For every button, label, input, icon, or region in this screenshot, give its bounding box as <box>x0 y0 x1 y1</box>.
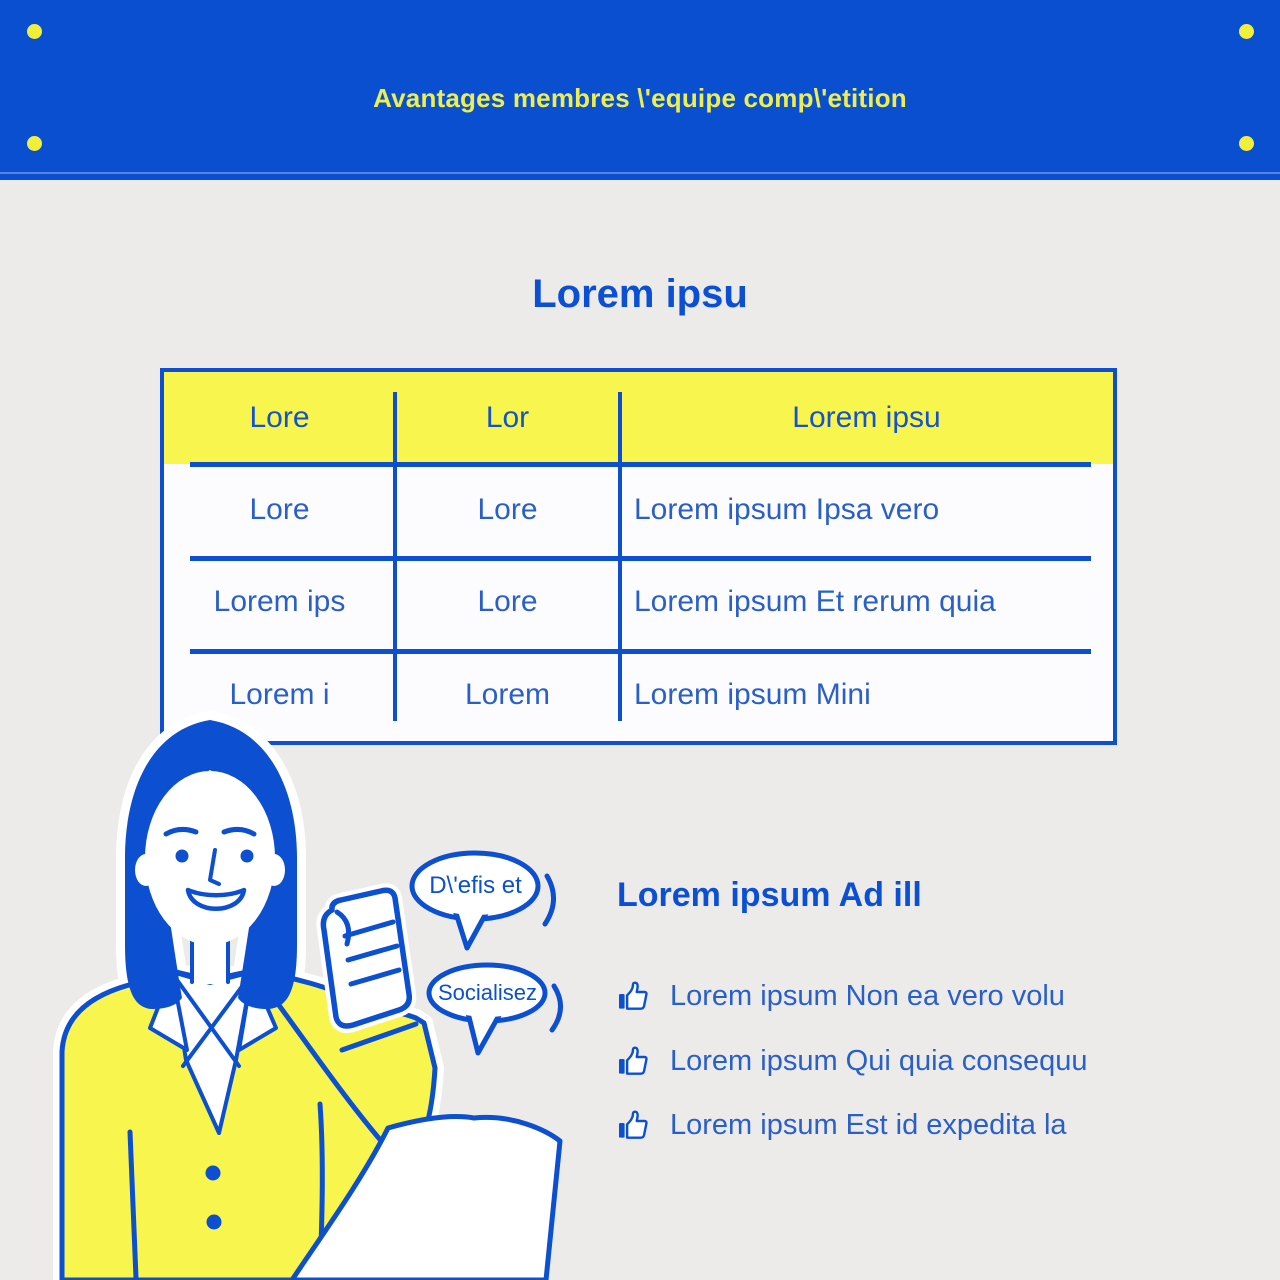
benefit-text: Lorem ipsum Qui quia consequu <box>670 1044 1088 1077</box>
table-row-divider <box>190 462 1091 467</box>
header-banner <box>0 0 1280 180</box>
table-cell: Lorem ipsum Ipsa vero <box>634 493 940 527</box>
speech-bubble-socialisez <box>420 958 590 1070</box>
table-cell: Lorem <box>464 677 551 711</box>
table-cell: Lore <box>477 585 538 619</box>
jacket-button <box>207 1215 222 1230</box>
jacket-button <box>206 1166 221 1181</box>
table-cell: Lorem i <box>229 677 330 711</box>
speech-bubble-defis <box>405 848 575 963</box>
thumbs-up-icon <box>617 980 649 1012</box>
table-header-cell: Lor <box>485 401 530 434</box>
eye-left <box>176 850 189 863</box>
accent-stroke <box>552 986 561 1030</box>
eye-right <box>241 850 254 863</box>
speech-bubble-shape <box>420 958 590 1070</box>
accent-stroke <box>545 876 554 924</box>
thumbs-up-icon <box>617 1045 649 1077</box>
speech-bubble-text: D\'efis et <box>429 872 522 899</box>
benefit-item <box>617 976 1065 1016</box>
thumbs-up-icon <box>617 1109 649 1141</box>
table-row-divider <box>190 649 1091 654</box>
table-cell: Lorem ipsum Et rerum quia <box>634 585 996 619</box>
benefit-item <box>617 1041 1088 1081</box>
page-title: Lorem ipsu <box>532 272 748 316</box>
table-header-cell: Lore <box>249 401 310 434</box>
raised-fist <box>323 890 409 1026</box>
ear-right <box>263 854 285 886</box>
benefit-item <box>617 1105 1067 1145</box>
table-cell: Lore <box>249 493 310 527</box>
table-cell: Lore <box>477 493 538 527</box>
speech-bubble-text: Socialisez <box>437 980 538 1005</box>
benefits-table <box>160 368 1117 745</box>
table-header-cell: Lorem ipsu <box>792 401 941 434</box>
table-row-divider <box>190 556 1091 561</box>
benefit-text: Lorem ipsum Est id expedita la <box>670 1108 1067 1141</box>
speech-bubble-shape <box>405 848 575 963</box>
banner-divider <box>0 172 1280 174</box>
table-column-divider <box>393 392 397 721</box>
banner-title: Avantages membres \'equipe comp\'etition <box>373 82 907 113</box>
benefits-title: Lorem ipsum Ad ill <box>617 876 922 914</box>
table-cell: Lorem ips <box>213 585 346 619</box>
benefit-text: Lorem ipsum Non ea vero volu <box>670 979 1065 1012</box>
ear-left <box>135 854 157 886</box>
table-cell: Lorem ipsum Mini <box>634 677 871 711</box>
face <box>145 771 275 945</box>
table-column-divider <box>618 392 622 721</box>
